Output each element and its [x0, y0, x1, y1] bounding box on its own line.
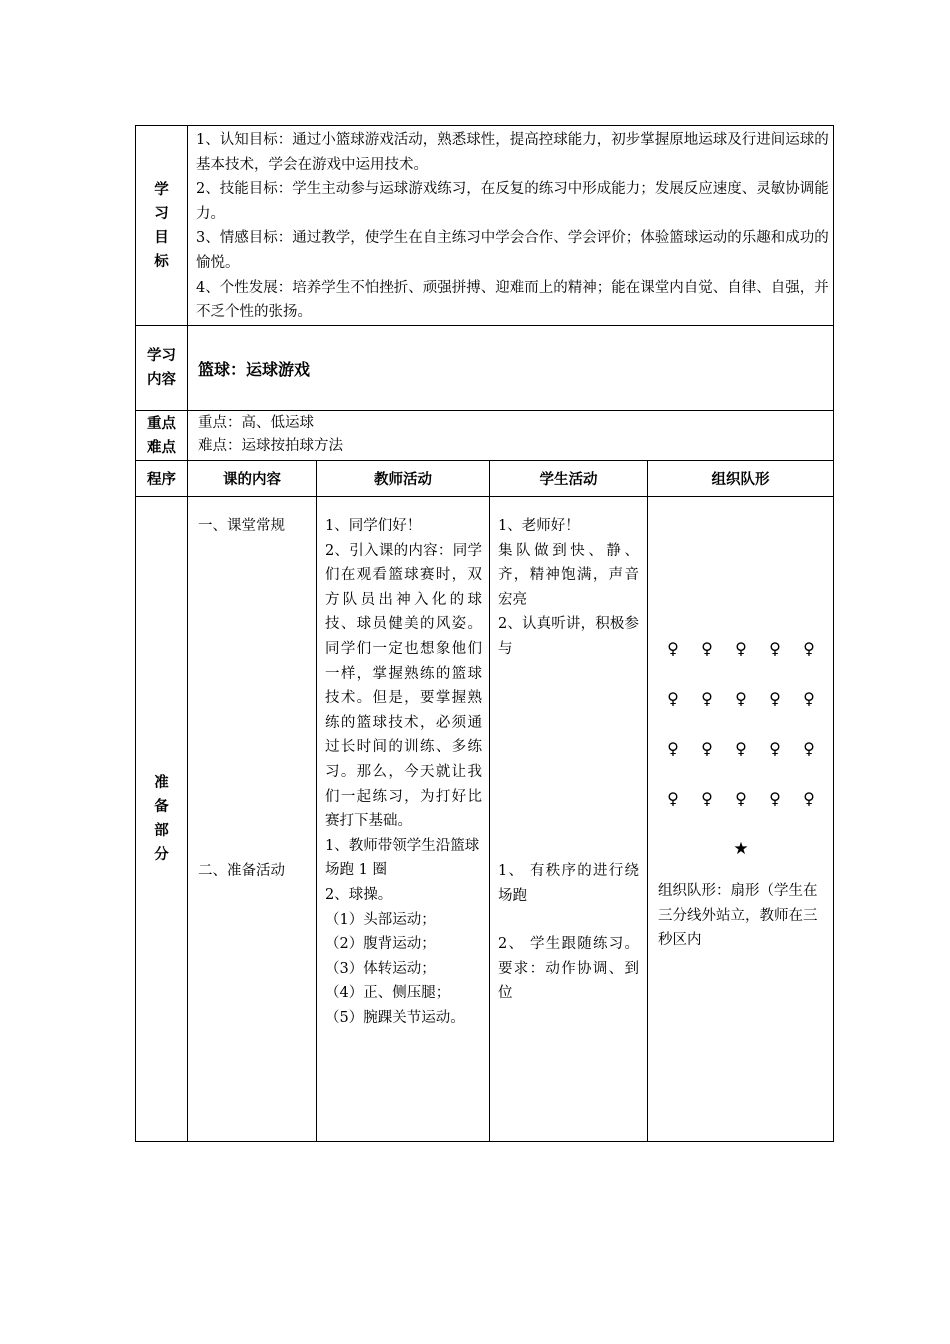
- goal-item-cognitive: 1、认知目标：通过小篮球游戏活动，熟悉球性，提高控球能力，初步掌握原地运球及行进间运球的基本技术，学会在游戏中运用技术。: [196, 132, 829, 173]
- student-position-icon: ♀: [701, 789, 713, 808]
- prep-student-cell: [490, 497, 648, 1142]
- formation-row: [648, 789, 834, 839]
- student-position-icon: ♀: [803, 639, 815, 658]
- exercise-item: （5）腕踝关节运动。: [325, 1009, 465, 1026]
- formation-rows: [648, 639, 834, 839]
- student-follow: 2、 学生跟随练习。要求：动作协调、到位: [498, 936, 639, 1002]
- student-position-icon: ♀: [735, 739, 747, 758]
- student-position-icon: ♀: [769, 639, 781, 658]
- lesson-plan-table: [135, 125, 834, 1142]
- student-position-icon: ♀: [803, 739, 815, 758]
- student-listen: 2、认真听讲，积极参与: [498, 616, 639, 657]
- content-warmup: 二、准备活动: [198, 863, 285, 879]
- goals-row: [136, 126, 834, 326]
- key-difficult-row: [136, 411, 834, 461]
- teacher-run: 1、教师带领学生沿篮球场跑 1 圈: [325, 837, 480, 879]
- formation-note: 组织队形：扇形（学生在三分线外站立，教师在三秒区内: [658, 883, 818, 949]
- student-position-icon: ♀: [803, 789, 815, 808]
- exercise-item: （3）体转运动；: [325, 960, 436, 977]
- key-difficult-body: [188, 411, 834, 461]
- exercise-item: （4）正、侧压腿；: [325, 985, 451, 1002]
- key-point: 重点：高、低运球: [198, 415, 314, 431]
- student-position-icon: ♀: [667, 689, 679, 708]
- formation-row: [648, 739, 834, 789]
- student-greeting: 1、老师好！: [498, 518, 580, 534]
- content-value: 篮球：运球游戏: [188, 326, 834, 411]
- student-position-icon: ♀: [701, 739, 713, 758]
- student-greeting-detail: 集队做到快、静、齐，精神饱满，声音宏亮: [498, 542, 639, 608]
- difficult-point: 难点：运球按拍球方法: [198, 438, 343, 454]
- student-position-icon: ♀: [735, 639, 747, 658]
- key-difficult-header: 重点难点: [136, 411, 188, 461]
- teacher-intro: 2、引入课的内容：同学们在观看篮球赛时，双方队员出神入化的球技、球员健美的风姿。同学们一定也想象他们一样，掌握熟练的篮球技术。但是，要掌握熟练的篮球技术，必须通过长时间的训练、多练习。那么，今天就让我们一起练习，为打好比赛打下基础。: [325, 542, 482, 830]
- goal-item-emotion: 3、情感目标：通过教学，使学生在自主练习中学会合作、学会评价；体验篮球运动的乐趣和成功的愉悦。: [196, 230, 829, 271]
- col-header-student: 学生活动: [490, 461, 648, 497]
- content-routine: 一、课堂常规: [198, 518, 285, 534]
- student-run: 1、 有秩序的进行绕场跑: [498, 863, 639, 904]
- content-header: 学习内容: [136, 326, 188, 411]
- col-header-formation: 组织队形: [648, 461, 834, 497]
- prep-formation-cell: [648, 497, 834, 1142]
- goals-body: [188, 126, 834, 326]
- student-position-icon: ♀: [769, 789, 781, 808]
- student-position-icon: ♀: [701, 639, 713, 658]
- prep-section-row: [136, 497, 834, 1142]
- goal-item-skill: 2、技能目标：学生主动参与运球游戏练习，在反复的练习中形成能力；发展反应速度、灵敏协调能力。: [196, 181, 829, 222]
- student-warmup-block: [498, 859, 639, 1006]
- teacher-activity-block: [325, 514, 482, 1030]
- student-position-icon: ♀: [735, 689, 747, 708]
- formation-diagram: [648, 639, 834, 953]
- formation-row: [648, 639, 834, 689]
- col-header-teacher: 教师活动: [317, 461, 490, 497]
- teacher-greeting: 1、同学们好！: [325, 518, 422, 534]
- col-header-content: 课的内容: [188, 461, 317, 497]
- formation-row: [648, 689, 834, 739]
- exercise-item: （1）头部运动；: [325, 911, 436, 928]
- column-header-row: [136, 461, 834, 497]
- exercise-item: （2）腹背运动；: [325, 936, 436, 953]
- lesson-plan-page: [135, 125, 833, 1142]
- teacher-position-star: ★: [733, 839, 749, 859]
- prep-content-cell: [188, 497, 317, 1142]
- goal-item-personality: 4、个性发展：培养学生不怕挫折、顽强拼搏、迎难而上的精神；能在课堂内自觉、自律、自强，并不乏个性的张扬。: [196, 279, 829, 321]
- goals-header: 学习目标: [136, 126, 188, 326]
- student-position-icon: ♀: [667, 739, 679, 758]
- student-position-icon: ♀: [667, 639, 679, 658]
- student-position-icon: ♀: [735, 789, 747, 808]
- prep-section-title: 准备部分: [136, 497, 188, 1142]
- student-position-icon: ♀: [769, 739, 781, 758]
- teacher-exercise: 2、球操。: [325, 886, 393, 903]
- prep-teacher-cell: [317, 497, 490, 1142]
- student-position-icon: ♀: [667, 789, 679, 808]
- student-position-icon: ♀: [803, 689, 815, 708]
- student-position-icon: ♀: [769, 689, 781, 708]
- student-position-icon: ♀: [701, 689, 713, 708]
- col-header-procedure: 程序: [136, 461, 188, 497]
- content-row: [136, 326, 834, 411]
- student-activity-block: [498, 514, 639, 662]
